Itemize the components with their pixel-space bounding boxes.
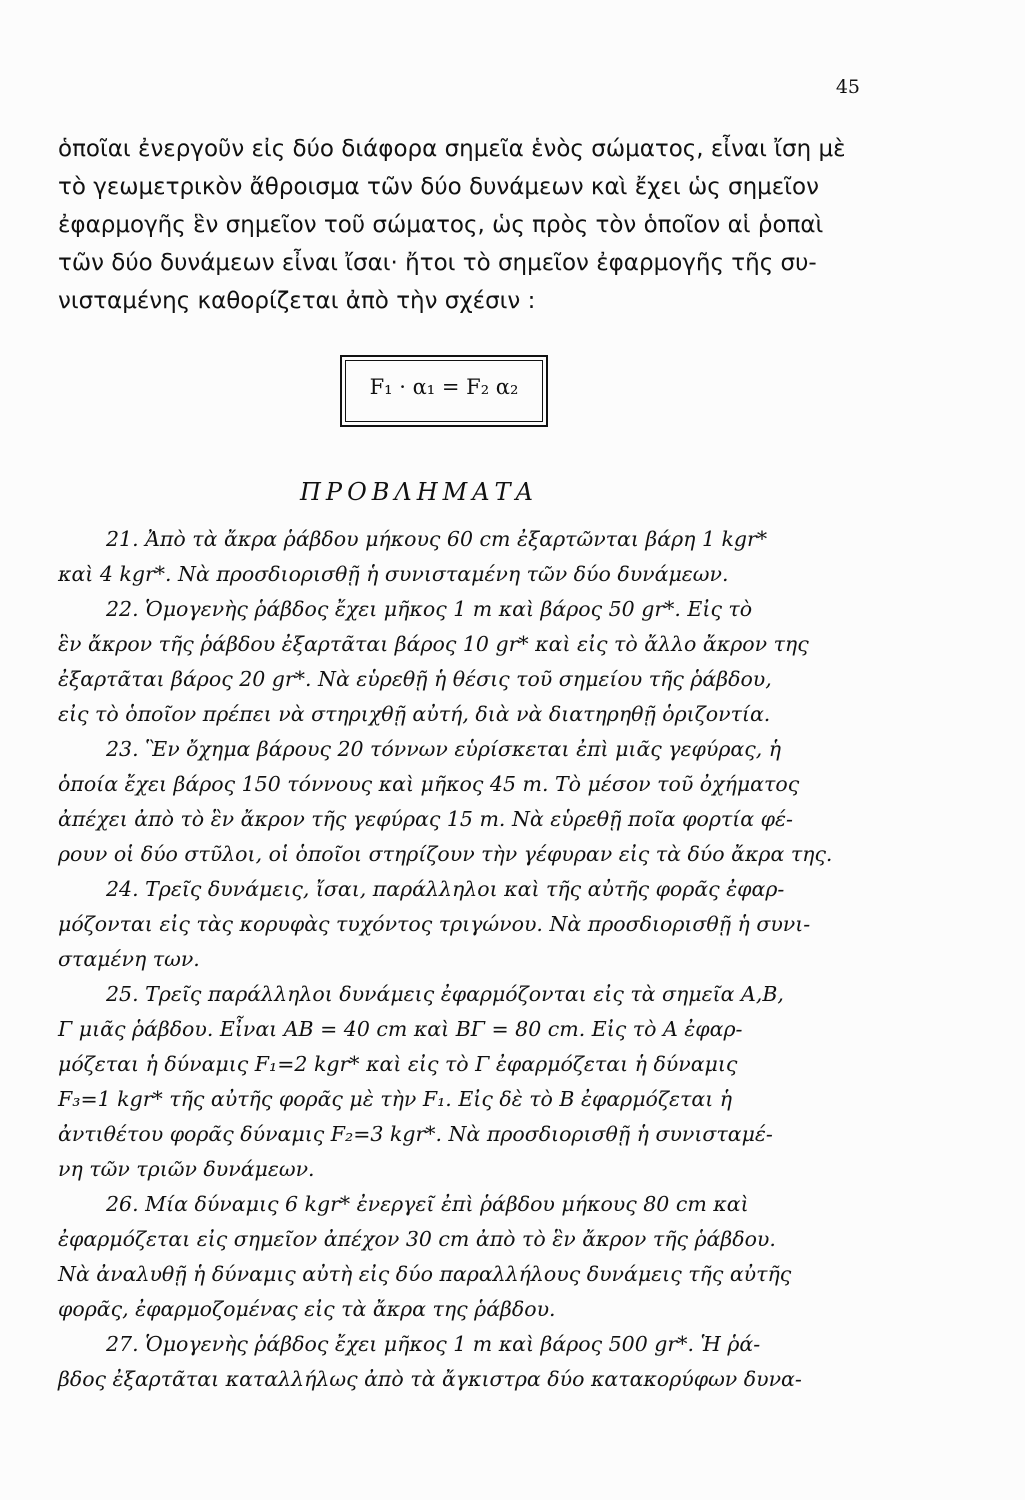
problem-line: F₃=1 kgr* τῆς αὐτῆς φορᾶς μὲ τὴν F₁. Εἰς δὲ τὸ Β ἐφαρμόζεται ἡ <box>58 1087 733 1111</box>
problem-25 <box>58 977 888 1187</box>
problem-line: βδος ἐξαρτᾶται καταλλήλως ἀπὸ τὰ ἄγκιστρα δύο κατακορύφων δυνα- <box>58 1367 802 1391</box>
intro-paragraph <box>58 130 878 320</box>
problem-line: 26. Μία δύναμις 6 kgr* ἐνεργεῖ ἐπὶ ῥάβδου μήκους 80 cm καὶ <box>106 1192 749 1216</box>
problem-line: 21. Ἀπὸ τὰ ἄκρα ῥάβδου μήκους 60 cm ἐξαρτῶνται βάρη 1 kgr* <box>106 527 768 551</box>
moment-formula: F₁ · α₁ = F₂ α₂ <box>369 375 519 399</box>
intro-line: νισταμένης καθορίζεται ἀπὸ τὴν σχέσιν : <box>58 288 536 314</box>
formula-box <box>340 355 548 427</box>
problem-line: σταμένη των. <box>58 947 200 971</box>
problem-22 <box>58 592 888 732</box>
problem-line: 24. Τρεῖς δυνάμεις, ἴσαι, παράλληλοι καὶ τῆς αὐτῆς φορᾶς ἐφαρ- <box>106 877 785 901</box>
problem-24 <box>58 872 888 977</box>
problem-line: ἀντιθέτου φορᾶς δύναμις F₂=3 kgr*. Νὰ προσδιορισθῇ ἡ συνισταμέ- <box>58 1122 773 1146</box>
problem-26 <box>58 1187 888 1327</box>
problem-line: Νὰ ἀναλυθῇ ἡ δύναμις αὐτὴ εἰς δύο παραλλήλους δυνάμεις τῆς αὐτῆς <box>58 1262 792 1286</box>
problem-line: μόζεται ἡ δύναμις F₁=2 kgr* καὶ εἰς τὸ Γ ἐφαρμόζεται ἡ δύναμις <box>58 1052 738 1076</box>
intro-line: ὁποῖαι ἐνεργοῦν εἰς δύο διάφορα σημεῖα ἑνὸς σώματος, εἶναι ἴση μὲ <box>58 136 846 162</box>
problem-line: φορᾶς, ἐφαρμοζομένας εἰς τὰ ἄκρα της ῥάβδου. <box>58 1297 556 1321</box>
problem-23 <box>58 732 888 872</box>
problem-line: Γ μιᾶς ῥάβδου. Εἶναι ΑΒ = 40 cm καὶ ΒΓ = 80 cm. Εἰς τὸ Α ἐφαρ- <box>58 1017 743 1041</box>
problem-line: καὶ 4 kgr*. Νὰ προσδιορισθῇ ἡ συνισταμένη τῶν δύο δυνάμεων. <box>58 562 729 586</box>
intro-line: ἐφαρμογῆς ἓν σημεῖον τοῦ σώματος, ὡς πρὸς τὸν ὁποῖον αἱ ῥοπαὶ <box>58 212 824 238</box>
problem-line: νη τῶν τριῶν δυνάμεων. <box>58 1157 315 1181</box>
problem-line: ἐφαρμόζεται εἰς σημεῖον ἀπέχον 30 cm ἀπὸ τὸ ἓν ἄκρον τῆς ῥάβδου. <box>58 1227 776 1251</box>
problem-list <box>58 522 888 1397</box>
problem-27 <box>58 1327 888 1397</box>
problem-line: ὁποία ἔχει βάρος 150 τόννους καὶ μῆκος 45 m. Τὸ μέσον τοῦ ὀχήματος <box>58 772 800 796</box>
section-heading: ΠΡΟΒΛΗΜΑΤΑ <box>300 478 538 506</box>
problem-line: εἰς τὸ ὁποῖον πρέπει νὰ στηριχθῇ αὐτή, διὰ νὰ διατηρηθῇ ὁριζοντία. <box>58 702 771 726</box>
problem-line: 27. Ὁμογενὴς ῥάβδος ἔχει μῆκος 1 m καὶ βάρος 500 gr*. Ἡ ῥά- <box>106 1332 761 1356</box>
problem-line: 25. Τρεῖς παράλληλοι δυνάμεις ἐφαρμόζονται εἰς τὰ σημεῖα Α,Β, <box>106 982 784 1006</box>
page-number: 45 <box>835 76 860 98</box>
problem-21 <box>58 522 888 592</box>
problem-line: ἐξαρτᾶται βάρος 20 gr*. Νὰ εὑρεθῇ ἡ θέσις τοῦ σημείου τῆς ῥάβδου, <box>58 667 772 691</box>
intro-line: τὸ γεωμετρικὸν ἄθροισμα τῶν δύο δυνάμεων καὶ ἔχει ὡς σημεῖον <box>58 174 819 200</box>
problem-line: μόζονται εἰς τὰς κορυφὰς τυχόντος τριγώνου. Νὰ προσδιορισθῇ ἡ συνι- <box>58 912 811 936</box>
problem-line: ἓν ἄκρον τῆς ῥάβδου ἐξαρτᾶται βάρος 10 gr* καὶ εἰς τὸ ἄλλο ἄκρον της <box>58 632 809 656</box>
problem-line: ἀπέχει ἀπὸ τὸ ἓν ἄκρον τῆς γεφύρας 15 m. Νὰ εὑρεθῇ ποῖα φορτία φέ- <box>58 807 793 831</box>
problem-line: ρουν οἱ δύο στῦλοι, οἱ ὁποῖοι στηρίζουν τὴν γέφυραν εἰς τὰ δύο ἄκρα της. <box>58 842 833 866</box>
problem-line: 23. Ἓν ὄχημα βάρους 20 τόννων εὑρίσκεται ἐπὶ μιᾶς γεφύρας, ἡ <box>106 737 782 761</box>
problem-line: 22. Ὁμογενὴς ῥάβδος ἔχει μῆκος 1 m καὶ βάρος 50 gr*. Εἰς τὸ <box>106 597 753 621</box>
intro-line: τῶν δύο δυνάμεων εἶναι ἴσαι· ἤτοι τὸ σημεῖον ἐφαρμογῆς τῆς συ- <box>58 250 817 276</box>
